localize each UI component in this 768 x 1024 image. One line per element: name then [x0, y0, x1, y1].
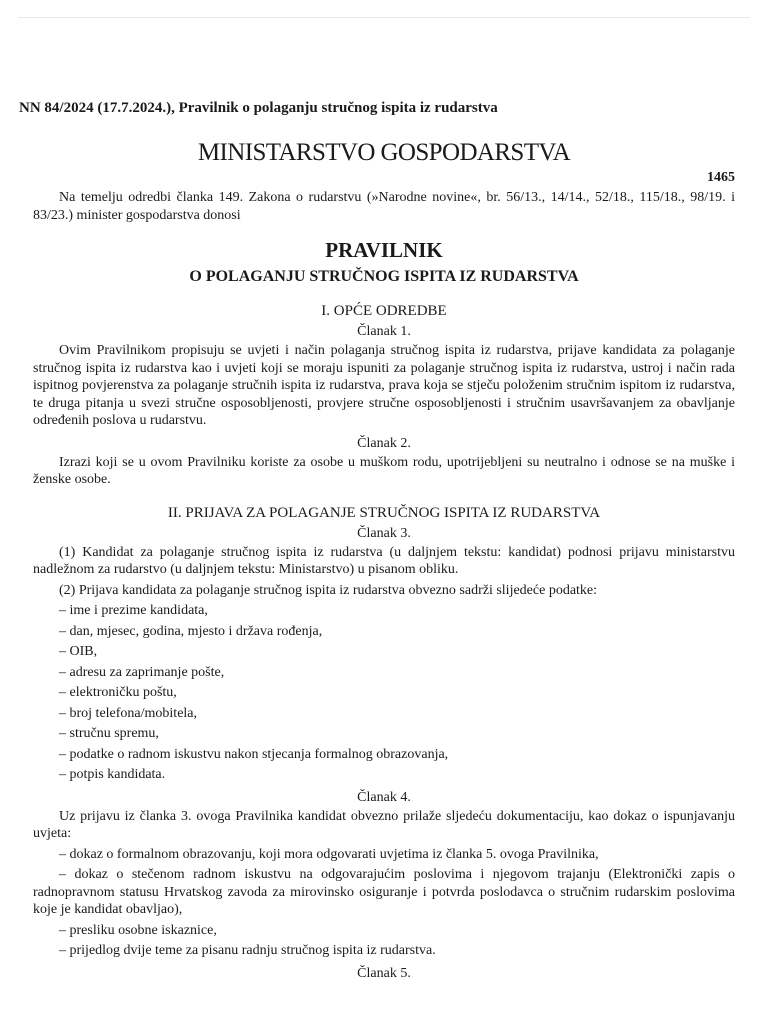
list-item: – potpis kandidata.	[59, 767, 166, 782]
ministry-title: MINISTARSTVO GOSPODARSTVA	[197, 139, 571, 166]
article-heading-2: Članak 2.	[357, 435, 411, 451]
document-subtitle: O POLAGANJU STRUČNOG ISPITA IZ RUDARSTVA	[189, 268, 579, 285]
list-item: – ime i prezime kandidata,	[59, 603, 208, 618]
list-item: – dokaz o formalnom obrazovanju, koji mora odgovarati uvjetima iz članka 5. ovoga Pravilnika,	[59, 846, 599, 862]
list-item: – dokaz o stečenom radnom iskustvu na odgovarajućim poslovima i njegovom trajanju (Elektronički zapis o radnopravnom statusu Hrvatskog zavoda za mirovinsko osiguranje i potvrda poslodavca o stručnim rudarskim poslovima koje je kandidat obavljao),	[33, 867, 735, 917]
list-item: – broj telefona/mobitela,	[59, 705, 198, 721]
list-item: – presliku osobne iskaznice,	[59, 922, 217, 938]
article-heading-4: Članak 4.	[357, 789, 411, 805]
list-item: – dan, mjesec, godina, mjesto i država rođenja,	[59, 623, 323, 639]
document-number: 1465	[707, 170, 735, 185]
section-heading-general: I. OPĆE ODREDBE	[321, 303, 447, 319]
list-item: – adresu za zaprimanje pošte,	[59, 664, 225, 680]
article-1-paragraph: Ovim Pravilnikom propisuju se uvjeti i način polaganja stručnog ispita iz rudarstva, prijave kandidata za polaganje stručnog ispita iz rudarstva kao i uvjeti koji se moraju ispuniti za polaganje stručnog ispita iz rudarstva, ustroj i način rada ispitnog povjerenstva za polaganje stručnih ispita iz rudarstva, prava koja se stječu položenim stručnim ispitom iz rudarstva, te druga pitanja u svezi stručne osposobljenosti, provjere stručne osposobljenosti i stručnim usavršavanjem za obavljanje određenih poslova u rudarstvu.	[33, 343, 735, 428]
intro-paragraph: Na temelju odredbi članka 149. Zakona o rudarstvu (»Narodne novine«, br. 56/13., 14/14., 52/18., 115/18., 98/19. i 83/23.) minister gospodarstva donosi	[33, 190, 735, 223]
document-body	[33, 138, 735, 984]
article-4-paragraph-1: Uz prijavu iz članka 3. ovoga Pravilnika kandidat obvezno prilaže sljedeću dokumentaciju, kao dokaz o ispunjavanju uvjeta:	[33, 808, 735, 841]
list-item: – stručnu spremu,	[59, 726, 159, 741]
article-3-paragraph-1: (1) Kandidat za polaganje stručnog ispita iz rudarstva (u daljnjem tekstu: kandidat) podnosi prijavu ministarstvu nadležnom za rudarstvo (u daljnjem tekstu: Ministarstvo) u pisanom obliku.	[33, 544, 735, 577]
list-item: – prijedlog dvije teme za pisanu radnju stručnog ispita iz rudarstva.	[59, 943, 436, 958]
article-heading-1: Članak 1.	[357, 324, 411, 339]
top-divider	[18, 17, 750, 18]
section-heading-application: II. PRIJAVA ZA POLAGANJE STRUČNOG ISPITA IZ RUDARSTVA	[167, 504, 601, 521]
list-item: – OIB,	[59, 644, 98, 659]
article-heading-5: Članak 5.	[357, 965, 411, 981]
list-item: – podatke o radnom iskustvu nakon stjecanja formalnog obrazovanja,	[59, 746, 449, 762]
document-type-title: PRAVILNIK	[325, 238, 443, 262]
list-item: – elektroničku poštu,	[59, 685, 177, 700]
article-heading-3: Članak 3.	[357, 525, 411, 541]
article-2-paragraph: Izrazi koji se u ovom Pravilniku koriste za osobe u muškom rodu, upotrijebljeni su neutralno i odnose se na muške i ženske osobe.	[33, 454, 735, 487]
document-header-title: NN 84/2024 (17.7.2024.), Pravilnik o polaganju stručnog ispita iz rudarstva	[19, 100, 498, 116]
article-3-paragraph-2: (2) Prijava kandidata za polaganje stručnog ispita iz rudarstva obvezno sadrži slijedeće podatke:	[59, 582, 598, 598]
